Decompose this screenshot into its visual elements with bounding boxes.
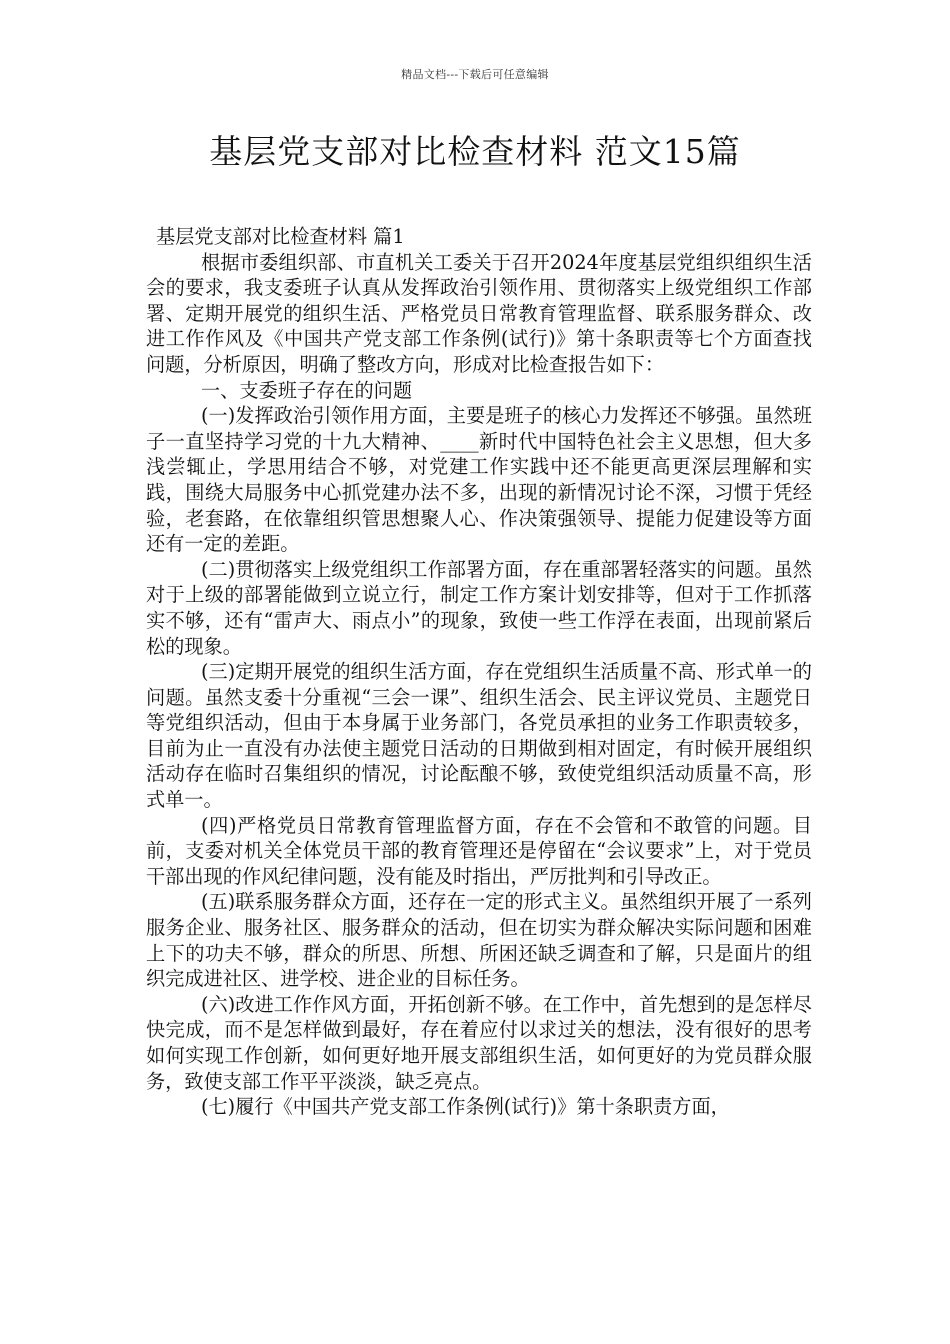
page-header: 精品文档---下载后可任意编辑: [401, 68, 549, 81]
intro-paragraph: 根据市委组织部、市直机关工委关于召开2024年度基层党组织组织生活会的要求，我支委班子认真从发挥政治引领作用、贯彻落实上级党组织工作部署、定期开展党的组织生活、严格党员日常教育管理监督、联系服务群众、改进工作作风及《中国共产党支部工作条例(试行)》第十条职责等七个方面查找问题，分析原因，明确了整改方向，形成对比检查报告如下：: [146, 250, 812, 376]
section-heading: 一、支委班子存在的问题: [201, 378, 413, 402]
body-paragraph: (四)严格党员日常教育管理监督方面，存在不会管和不敢管的问题。目前，支委对机关全体党员干部的教育管理还是停留在“会议要求”上，对于党员干部出现的作风纪律问题，没有能及时指出，严厉批判和引导改正。: [146, 813, 812, 888]
document-title: 基层党支部对比检查材料 范文15篇: [209, 132, 741, 171]
body-paragraph: (七)履行《中国共产党支部工作条例(试行)》第十条职责方面，: [201, 1095, 730, 1119]
body-paragraph: (三)定期开展党的组织生活方面，存在党组织生活质量不高、形式单一的问题。虽然支委十分重视“三会一课”、组织生活会、民主评议党员、主题党日等党组织活动，但由于本身属于业务部门，各党员承担的业务工作职责较多，目前为止一直没有办法使主题党日活动的日期做到相对固定，有时候开展组织活动存在临时召集组织的情况，讨论酝酿不够，致使党组织活动质量不高，形式单一。: [146, 660, 812, 812]
body-paragraph: (一)发挥政治引领作用方面，主要是班子的核心力发挥还不够强。虽然班子一直坚持学习党的十九大精神、____新时代中国特色社会主义思想，但大多浅尝辄止，学思用结合不够，对党建工作实践中还不能更高更深层理解和实践，围绕大局服务中心抓党建办法不多，出现的新情况讨论不深，习惯于凭经验，老套路，在依靠组织管思想聚人心、作决策强领导、提能力促建设等方面还有一定的差距。: [146, 404, 812, 556]
document-subtitle: 基层党支部对比检查材料 篇1: [156, 225, 405, 248]
body-paragraph: (五)联系服务群众方面，还存在一定的形式主义。虽然组织开展了一系列服务企业、服务社区、服务群众的活动，但在切实为群众解决实际问题和困难上下的功夫不够，群众的所思、所想、所困还缺乏调查和了解，只是面片的组织完成进社区、进学校、进企业的目标任务。: [146, 890, 812, 991]
body-paragraph: (六)改进工作作风方面，开拓创新不够。在工作中，首先想到的是怎样尽快完成，而不是怎样做到最好，存在着应付以求过关的想法，没有很好的思考如何实现工作创新，如何更好地开展支部组织生活，如何更好的为党员群众服务，致使支部工作平平淡淡，缺乏亮点。: [146, 992, 812, 1093]
body-paragraph: (二)贯彻落实上级党组织工作部署方面，存在重部署轻落实的问题。虽然对于上级的部署能做到立说立行，制定工作方案计划安排等，但对于工作抓落实不够，还有“雷声大、雨点小”的现象，致使一些工作浮在表面，出现前紧后松的现象。: [146, 557, 812, 658]
document-body: [146, 224, 812, 1120]
